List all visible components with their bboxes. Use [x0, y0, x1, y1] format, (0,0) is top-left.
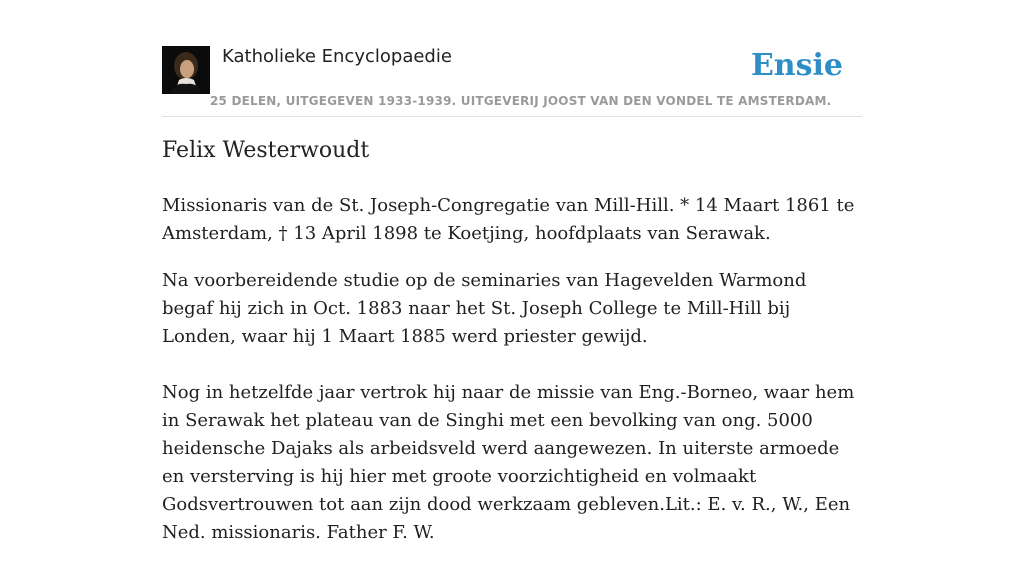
article-paragraph: Na voorbereidende studie op de seminaries van Hagevelden Warmond begaf hij zich in Oct. 1883 naar het St. Joseph College te Mill-Hill bij Londen, waar hij 1 Maart 1885 werd priester gewijd.	[162, 270, 807, 347]
article-body	[162, 192, 862, 566]
portrait-icon	[162, 46, 210, 94]
source-avatar[interactable]	[162, 46, 210, 94]
header	[162, 0, 862, 117]
article-paragraph: Missionaris van de St. Joseph-Congregatie van Mill-Hill. * 14 Maart 1861 te Amsterdam, † 13 April 1898 te Koetjing, hoofdplaats van Serawak.	[162, 195, 855, 244]
brand-logo-link[interactable]: Ensie	[750, 48, 843, 83]
article-title: Felix Westerwoudt	[162, 138, 370, 163]
page	[162, 0, 862, 543]
source-subtitle: 25 DELEN, UITGEGEVEN 1933-1939. UITGEVERIJ JOOST VAN DEN VONDEL TE AMSTERDAM.	[210, 94, 832, 108]
article-paragraph: Nog in hetzelfde jaar vertrok hij naar de missie van Eng.-Borneo, waar hem in Serawak het plateau van de Singhi met een bevolking van ong. 5000 heidensche Dajaks als arbeidsveld werd aangewezen. In uiterste armoede en versterving is hij hier met groote voorzichtigheid en volmaakt Godsvertrouwen tot aan zijn dood werkzaam gebleven.Lit.: E. v. R., W., Een Ned. missionaris. Father F. W.	[162, 382, 855, 543]
source-title[interactable]: Katholieke Encyclopaedie	[222, 46, 452, 67]
